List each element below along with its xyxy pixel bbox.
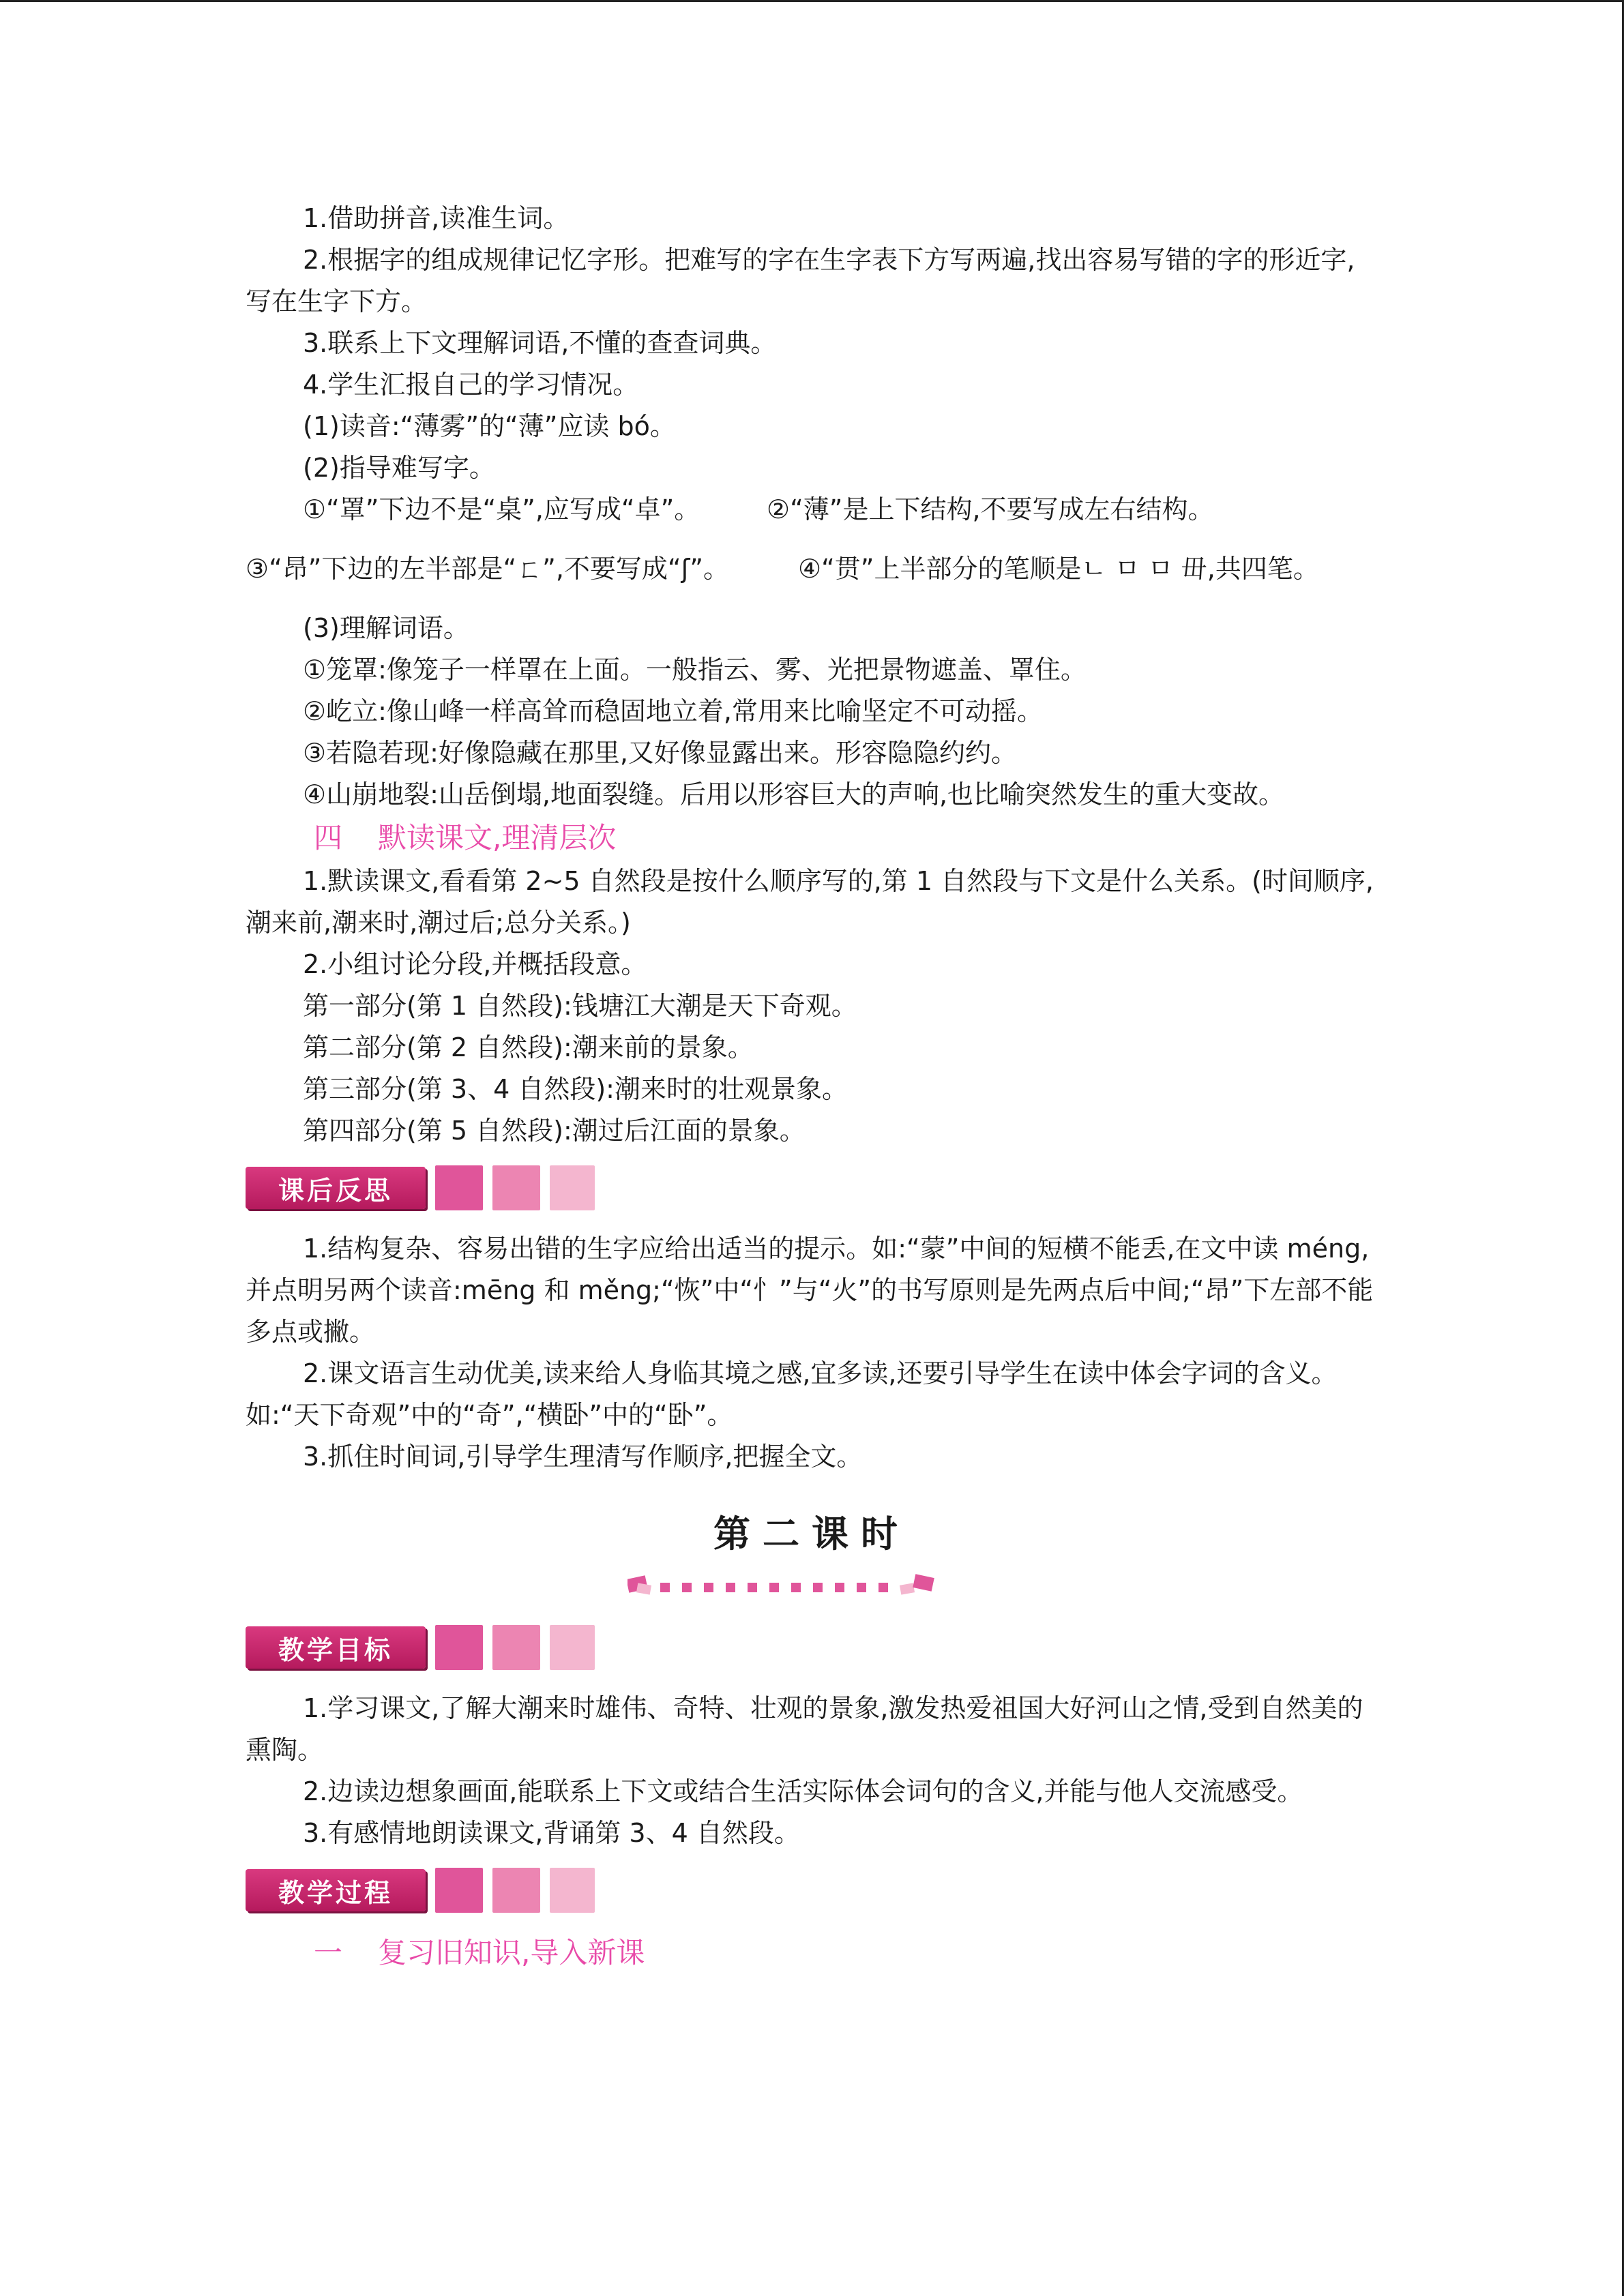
writing-tip-4: ④“贯”上半部分的笔顺是ㄴ ㅁ ㅁ 毌,共四笔。: [798, 554, 1319, 584]
vocabulary-heading: (3)理解词语。: [303, 613, 469, 643]
page-border-top: [0, 0, 1624, 2]
writing-tip-1: ①“罩”下边不是“桌”,应写成“卓”。: [303, 494, 700, 524]
reflection-2: 2.课文语言生动优美,读来给人身临其境之感,宜多读,还要引导学生在读中体会字词的含义。如:“天下奇观”中的“奇”,“横卧”中的“卧”。: [246, 1358, 1338, 1430]
writing-tips-row-2: [246, 548, 1378, 590]
decor-square: [550, 1165, 595, 1210]
sec4-item-1: 1.默读课文,看看第 2~5 自然段是按什么顺序写的,第 1 自然段与下文是什么关系。(时间顺序,潮来前,潮来时,潮过后;总分关系。): [246, 866, 1374, 938]
part-3: 第三部分(第 3、4 自然段):潮来时的壮观景象。: [303, 1074, 848, 1104]
part-1: 第一部分(第 1 自然段):钱塘江大潮是天下奇观。: [303, 991, 857, 1021]
part-2: 第二部分(第 2 自然段):潮来前的景象。: [303, 1032, 754, 1062]
process-header: [246, 1864, 1378, 1917]
decor-square: [435, 1625, 483, 1670]
process-badge: 教学过程: [246, 1869, 426, 1911]
step-4: 4.学生汇报自己的学习情况。: [303, 370, 639, 400]
decor-square: [492, 1625, 540, 1670]
goal-1: 1.学习课文,了解大潮来时雄伟、奇特、壮观的景象,激发热爱祖国大好河山之情,受到自然美的熏陶。: [246, 1693, 1363, 1765]
pronunciation-note: (1)读音:“薄雾”的“薄”应读 bó。: [303, 411, 676, 441]
goal-2: 2.边读边想象画面,能联系上下文或结合生活实际体会词句的含义,并能与他人交流感受。: [303, 1776, 1303, 1806]
section-heading-1: [246, 1930, 1378, 1976]
reflection-3: 3.抓住时间词,引导学生理清写作顺序,把握全文。: [303, 1442, 863, 1472]
writing-guide-heading: (2)指导难写字。: [303, 453, 495, 483]
lesson-2-banner: [246, 1509, 1378, 1611]
step-3: 3.联系上下文理解词语,不懂的查查词典。: [303, 328, 777, 358]
reflection-1: 1.结构复杂、容易出错的生字应给出适当的提示。如:“蒙”中间的短横不能丢,在文中读 méng,并点明另两个读音:mēng 和 měng;“恢”中“忄”与“火”的书写原则是先两点后中间;“昂”下左部不能多点或撇。: [246, 1234, 1374, 1347]
section-title: 默读课文,理清层次: [378, 821, 617, 854]
vocab-3: ③若隐若现:好像隐藏在那里,又好像显露出来。形容隐隐约约。: [303, 738, 1017, 768]
goal-3: 3.有感情地朗读课文,背诵第 3、4 自然段。: [303, 1818, 800, 1848]
goals-header: [246, 1621, 1378, 1674]
page-content: [246, 198, 1378, 1976]
section-heading-4: [246, 816, 1378, 861]
lesson-title: 第二课时: [713, 1512, 910, 1555]
decor-square: [550, 1868, 595, 1913]
section-title: 复习旧知识,导入新课: [378, 1936, 645, 1969]
decor-square: [492, 1868, 540, 1913]
goals-badge: 教学目标: [246, 1626, 426, 1669]
vocab-2: ②屹立:像山峰一样高耸而稳固地立着,常用来比喻坚定不可动摇。: [303, 696, 1043, 726]
decor-square: [435, 1868, 483, 1913]
section-number: 四: [314, 821, 343, 854]
part-4: 第四部分(第 5 自然段):潮过后江面的景象。: [303, 1116, 806, 1146]
decor-square: [550, 1625, 595, 1670]
decor-square: [435, 1165, 483, 1210]
writing-tip-2: ②“薄”是上下结构,不要写成左右结构。: [767, 494, 1214, 524]
step-1: 1.借助拼音,读准生词。: [303, 203, 570, 233]
vocab-1: ①笼罩:像笼子一样罩在上面。一般指云、雾、光把景物遮盖、罩住。: [303, 655, 1087, 685]
decor-square: [492, 1165, 540, 1210]
step-2: 2.根据字的组成规律记忆字形。把难写的字在生字表下方写两遍,找出容易写错的字的形近字,写在生字下方。: [246, 245, 1355, 316]
writing-tips-row-1: [246, 489, 1378, 531]
decorative-dots: [628, 1570, 941, 1598]
vocab-4: ④山崩地裂:山岳倒塌,地面裂缝。后用以形容巨大的声响,也比喻突然发生的重大变故。: [303, 779, 1285, 809]
reflection-header: [246, 1161, 1378, 1214]
sec4-item-2: 2.小组讨论分段,并概括段意。: [303, 949, 647, 979]
reflection-badge: 课后反思: [246, 1167, 426, 1209]
writing-tip-3: ③“昂”下边的左半部是“ㄈ”,不要写成“ʃ”。: [246, 554, 730, 584]
section-number: 一: [314, 1936, 343, 1969]
